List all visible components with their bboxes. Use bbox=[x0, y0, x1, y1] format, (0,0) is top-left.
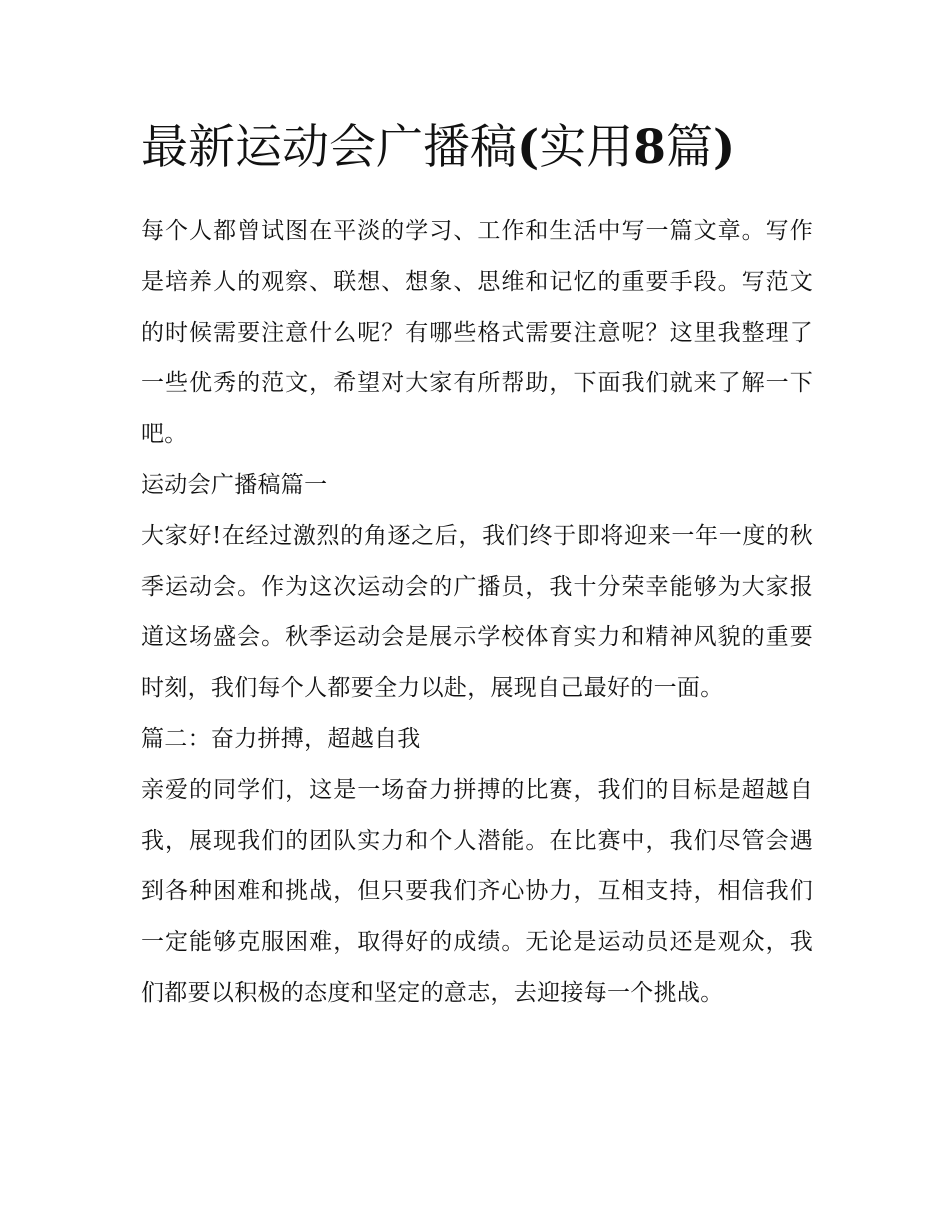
section-body-1: 大家好!在经过激烈的角逐之后，我们终于即将迎来一年一度的秋季运动会。作为这次运动会的广播员，我十分荣幸能够为大家报道这场盛会。秋季运动会是展示学校体育实力和精神风貌的重要时刻，我们每个人都要全力以赴，展现自己最好的一面。 bbox=[141, 522, 813, 702]
document-title bbox=[141, 112, 813, 184]
document-content bbox=[141, 112, 813, 1019]
section-heading-2: 篇二：奋力拼搏，超越自我 bbox=[141, 725, 421, 752]
title-number: 8 bbox=[633, 120, 666, 175]
intro-paragraph: 每个人都曾试图在平淡的学习、工作和生活中写一篇文章。写作是培养人的观察、联想、想象、思维和记忆的重要手段。写范文的时候需要注意什么呢？有哪些格式需要注意呢？这里我整理了一些优秀的范文，希望对大家有所帮助，下面我们就来了解一下吧。 bbox=[141, 218, 813, 448]
title-paren-close: ) bbox=[712, 120, 736, 175]
title-middle: 实用 bbox=[539, 120, 634, 175]
section-body-2: 亲爱的同学们，这是一场奋力拼搏的比赛，我们的目标是超越自我，展现我们的团队实力和个人潜能。在比赛中，我们尽管会遇到各种困难和挑战，但只要我们齐心协力，互相支持，相信我们一定能够克服困难，取得好的成绩。无论是运动员还是观众，我们都要以积极的态度和坚定的意志，去迎接每一个挑战。 bbox=[141, 776, 813, 1006]
section-heading-1: 运动会广播稿篇一 bbox=[141, 471, 328, 498]
title-suffix: 篇 bbox=[665, 120, 713, 175]
title-prefix: 最新运动会广播稿 bbox=[141, 120, 517, 175]
title-paren-open: ( bbox=[517, 120, 540, 175]
